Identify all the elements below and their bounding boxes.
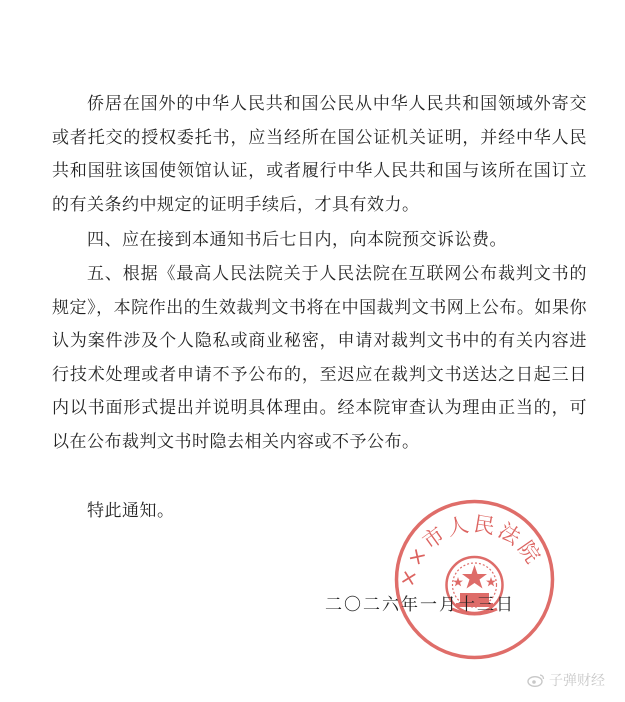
paragraph-closing: 特此通知。: [87, 501, 175, 521]
paragraph-overseas-authorization: 侨居在国外的中华人民共和国公民从中华人民共和国领域外寄交或者托交的授权委托书，应当经所在国公证机关证明，并经中华人民共和国驻该国使领馆认证，或者履行中华人民共和国与该所在国订立的有关条约中规定的证明手续后，才具有效力。: [52, 94, 587, 215]
weibo-logo-icon: [527, 673, 545, 687]
seal-text: ××市人民法院: [394, 511, 547, 590]
court-seal-stamp: [392, 497, 557, 662]
watermark-text: 子弹财经: [549, 673, 605, 689]
paragraph-item-five: 五、根据《最高人民法院关于人民法院在互联网公布裁判文书的规定》，本院作出的生效裁判文书将在中国裁判文书网上公布。如果你认为案件涉及个人隐私或商业秘密，申请对裁判文书中的有关内容进行技术处理或者申请不予公布的，至迟应在裁判文书送达之日起三日内以书面形式提出并说明具体理由。经本院审查认为理由正当的，可以在公布裁判文书时隐去相关内容或不予公布。: [52, 264, 587, 452]
paragraph-item-four: 四、应在接到本通知书后七日内，向本院预交诉讼费。: [87, 230, 507, 250]
document-date: 二〇二六年一月十三日: [325, 595, 515, 615]
weibo-watermark: [527, 670, 605, 690]
